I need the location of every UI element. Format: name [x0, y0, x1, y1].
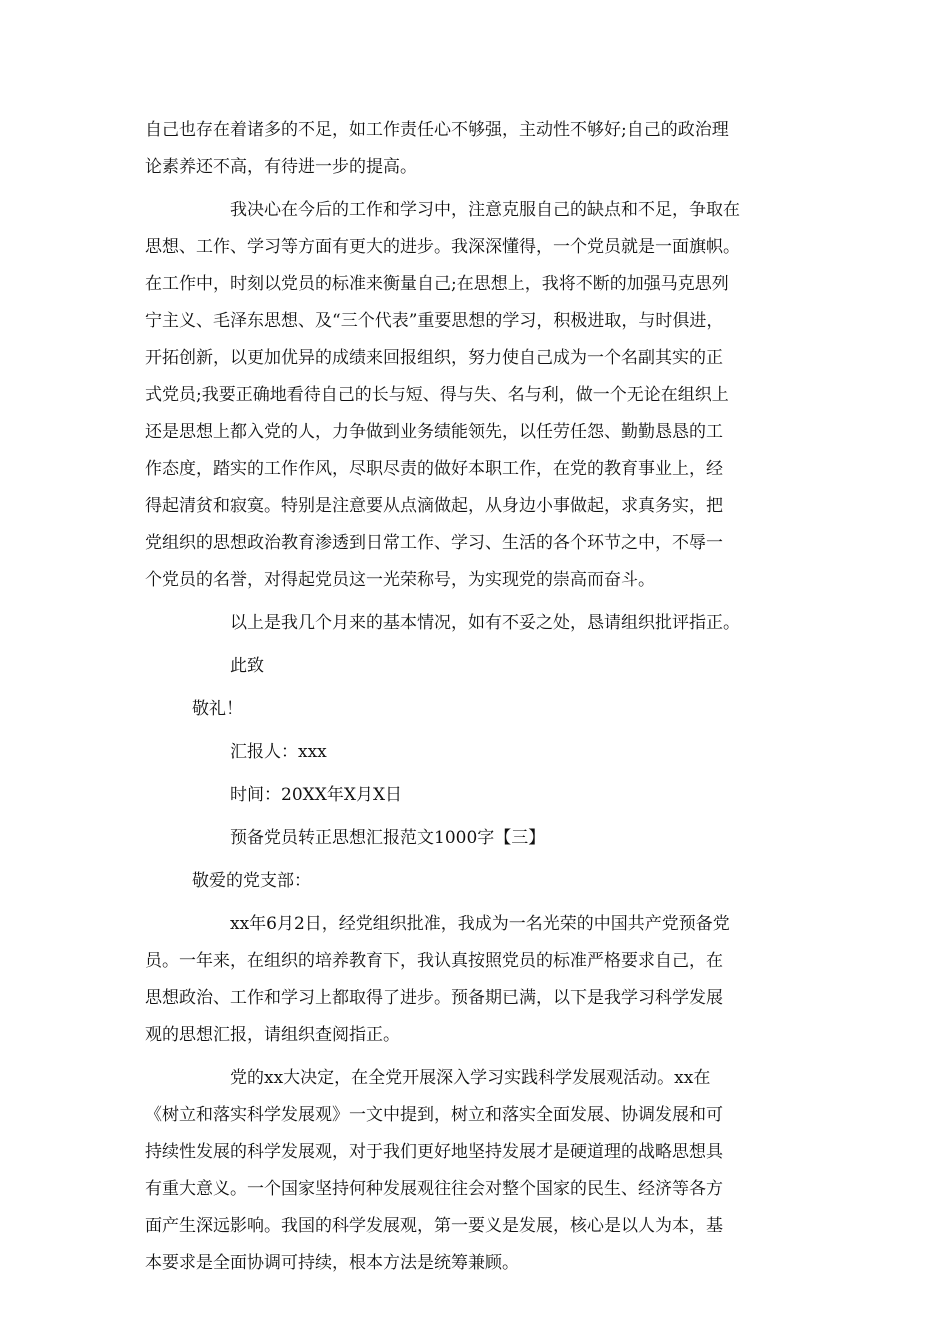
text-line: 我决心在今后的工作和学习中，注意克服自己的缺点和不足，争取在	[230, 200, 740, 220]
text-line: 敬爱的党支部：	[192, 871, 311, 891]
text-line: 以上是我几个月来的基本情况，如有不妥之处，恳请组织批评指正。	[230, 613, 740, 633]
text-line: 还是思想上都入党的人，力争做到业务绩能领先，以任劳任怨、勤勤恳恳的工	[145, 422, 723, 442]
text-line: 思想政治、工作和学习上都取得了进步。预备期已满，以下是我学习科学发展	[145, 988, 723, 1008]
text-line: 在工作中，时刻以党员的标准来衡量自己;在思想上，我将不断的加强马克思列	[145, 274, 729, 294]
text-line: 预备党员转正思想汇报范文1000字【三】	[230, 828, 546, 848]
text-line: 思想、工作、学习等方面有更大的进步。我深深懂得，一个党员就是一面旗帜。	[145, 237, 740, 257]
text-line: 观的思想汇报，请组织查阅指正。	[145, 1025, 400, 1045]
paragraph-development	[145, 1060, 810, 1282]
text-line: 得起清贫和寂寞。特别是注意要从点滴做起，从身边小事做起，求真务实，把	[145, 496, 723, 516]
reporter-line	[145, 734, 810, 771]
text-line: 员。一年来，在组织的培养教育下，我认真按照党员的标准严格要求自己，在	[145, 951, 723, 971]
text-line: 持续性发展的科学发展观，对于我们更好地坚持发展才是硬道理的战略思想具	[145, 1142, 723, 1162]
text-line: 党的xx大决定，在全党开展深入学习实践科学发展观活动。xx在	[230, 1068, 711, 1088]
text-line: 论素养还不高，有待进一步的提高。	[145, 157, 417, 177]
text-line: 汇报人：xxx	[230, 742, 327, 762]
text-line: 党组织的思想政治教育渗透到日常工作、学习、生活的各个环节之中，不辱一	[145, 533, 723, 553]
text-line: 自己也存在着诸多的不足，如工作责任心不够强，主动性不够好;自己的政治理	[145, 120, 729, 140]
text-line: 此致	[230, 656, 264, 676]
paragraph-resolution	[145, 192, 810, 599]
date-line	[145, 777, 810, 814]
section-heading	[145, 820, 810, 857]
text-line: 开拓创新，以更加优异的成绩来回报组织，努力使自己成为一个名副其实的正	[145, 348, 723, 368]
paragraph-probation	[145, 906, 810, 1054]
paragraph-summary	[145, 605, 810, 642]
text-line: 《树立和落实科学发展观》一文中提到，树立和落实全面发展、协调发展和可	[145, 1105, 723, 1125]
text-line: 作态度，踏实的工作作风，尽职尽责的做好本职工作，在党的教育事业上，经	[145, 459, 723, 479]
document-body	[145, 112, 810, 1282]
text-line: 个党员的名誉，对得起党员这一光荣称号，为实现党的崇高而奋斗。	[145, 570, 655, 590]
text-line: 式党员;我要正确地看待自己的长与短、得与失、名与利，做一个无论在组织上	[145, 385, 729, 405]
text-line: 面产生深远影响。我国的科学发展观，第一要义是发展，核心是以人为本，基	[145, 1216, 723, 1236]
closing-cizhi	[145, 648, 810, 685]
text-line: xx年6月2日，经党组织批准，我成为一名光荣的中国共产党预备党	[230, 914, 730, 934]
closing-jingli	[145, 691, 810, 728]
salutation	[145, 863, 810, 900]
text-line: 时间：20XX年X月X日	[230, 785, 403, 805]
paragraph-shortcomings	[145, 112, 810, 186]
text-line: 有重大意义。一个国家坚持何种发展观往往会对整个国家的民生、经济等各方	[145, 1179, 723, 1199]
text-line: 宁主义、毛泽东思想、及“三个代表”重要思想的学习，积极进取，与时俱进，	[145, 311, 724, 331]
text-line: 敬礼！	[192, 699, 243, 719]
text-line: 本要求是全面协调可持续，根本方法是统筹兼顾。	[145, 1253, 519, 1273]
